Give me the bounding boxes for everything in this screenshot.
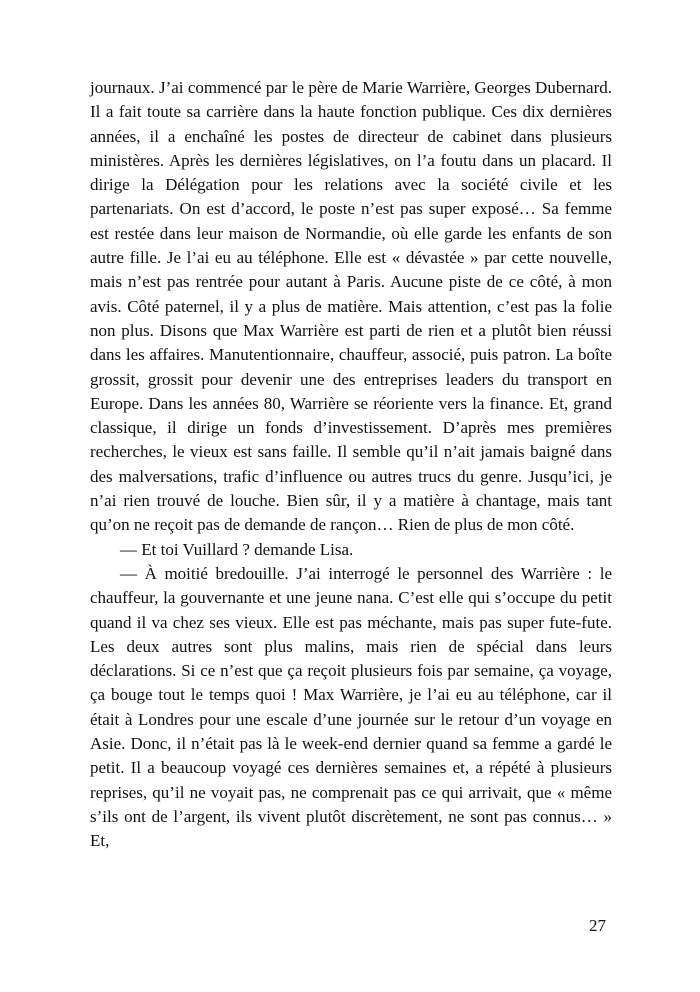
page-text — [90, 76, 612, 854]
page-number: 27 — [589, 916, 606, 935]
paragraph-dialogue: — Et toi Vuillard ? demande Lisa. — [120, 539, 354, 559]
paragraph: journaux. J’ai commencé par le père de Marie Warrière, Georges Dubernard. Il a fait toute sa carrière dans la haute fonction publique. Ces dix dernières années, il a enchaîné les postes de directeur de cabinet dans plusieurs ministères. Après les dernières législatives, on l’a foutu dans un placard. Il dirige la Délégation pour les relations avec la société civile et les partenariats. On est d’accord, le poste n’est pas super exposé… Sa femme est restée dans leur maison de Normandie, où elle garde les enfants de son autre fille. Je l’ai eu au téléphone. Elle est « dévastée » par cette nouvelle, mais n’est pas rentrée pour autant à Paris. Aucune piste de ce côté, à mon avis. Côté paternel, il y a plus de matière. Mais attention, c’est pas la folie non plus. Disons que Max Warrière est parti de rien et a plutôt bien réussi dans les affaires. Manutentionnaire, chauffeur, associé, puis patron. La boîte grossit, grossit pour devenir une des entreprises leaders du transport en Europe. Dans les années 80, Warrière se réoriente vers la finance. Et, grand classique, il dirige un fonds d’investissement. D’après mes premières recherches, le vieux est sans faille. Il semble qu’il n’ait jamais baigné dans des malversations, trafic d’influence ou autres trucs du genre. Jusqu’ici, je n’ai rien trouvé de louche. Bien sûr, il y a matière à chantage, mais tant qu’on ne reçoit pas de demande de rançon… Rien de plus de mon côté. — [90, 78, 612, 535]
paragraph-dialogue: — À moitié bredouille. J’ai interrogé le personnel des Warrière : le chauffeur, la gouvernante et une jeune nana. C’est elle qui s’occupe du petit quand il va chez ses vieux. Elle est pas méchante, mais pas super fute-fute. Les deux autres sont plus malins, mais rien de spécial dans leurs déclarations. Si ce n’est que ça reçoit plusieurs fois par semaine, ça voyage, ça bouge tout le temps quoi ! Max Warrière, je l’ai eu au téléphone, car il était à Londres pour une escale d’une journée sur le retour d’un voyage en Asie. Donc, il n’était pas là le week-end dernier quand sa femme a gardé le petit. Il a beaucoup voyagé ces dernières semaines et, a répété à plusieurs reprises, qu’il ne voyait pas, ne comprenait pas ce qui arrivait, que « même s’ils ont de l’argent, ils vivent plutôt discrètement, ne sont pas connus… » Et, — [90, 563, 612, 851]
